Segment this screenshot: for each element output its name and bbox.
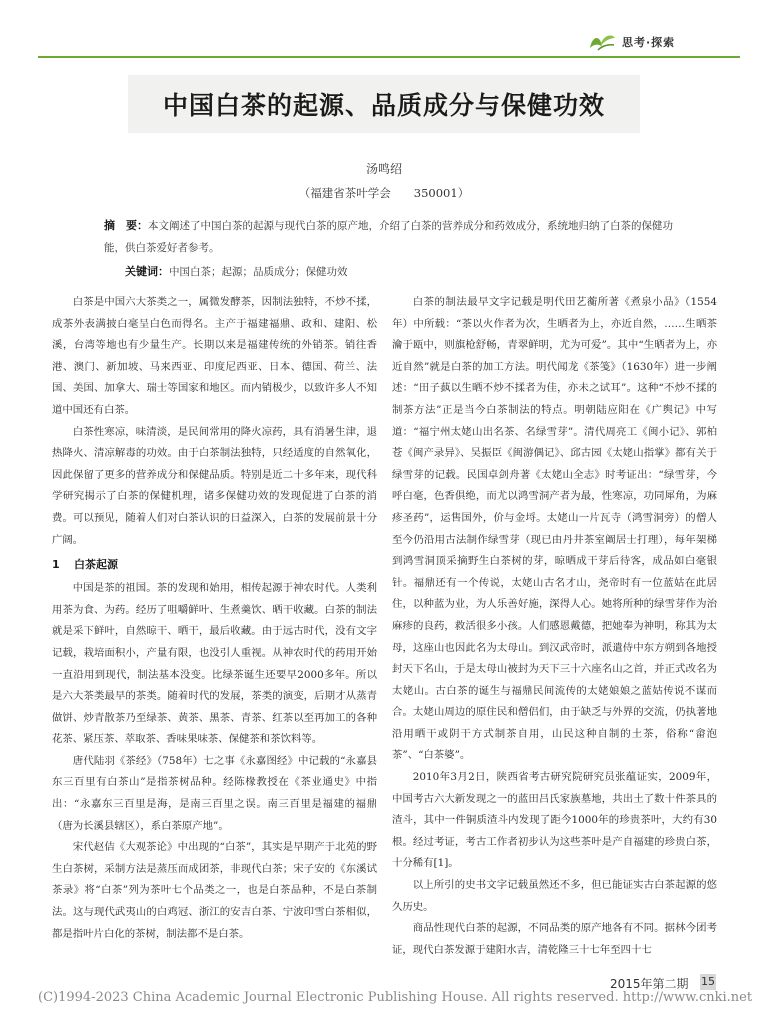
intro-paragraph: 白茶性寒凉，味清淡，是民间常用的降火凉药，具有消暑生津，退热降火、清凉解毒的功效。由于白茶制法独特，只经适度的自然氧化，因此保留了更多的营养成分和保健品质。特别是近二十多年来，现代科学研究揭示了白茶的保健机理，诸多保健功效的发现促进了白茶的消费。可以预见，随着人们对白茶认识的日益深入，白茶的发展前景十分广阔。	[52, 425, 377, 546]
body-paragraph: 以上所引的史书文字记载虽然还不多，但已能证实古白茶起源的悠久历史。	[392, 879, 717, 913]
body-paragraph: 唐代陆羽《茶经》（758年）七之事《永嘉图经》中记载的“永嘉县东三百里有白茶山”是指茶树品种。经陈椽教授在《茶业通史》中指出：“永嘉东三百里是海，是南三百里之误。南三百里是福建的福鼎（唐为长溪县辖区），系白茶原产地”。	[52, 754, 377, 832]
section-label: 思考·探索	[622, 36, 676, 49]
intro-paragraph: 白茶是中国六大茶类之一，属微发酵茶，因制法独特，不炒不揉，成茶外表满披白毫呈白色而得名。主产于福建福鼎、政和、建阳、松溪，台湾等地也有少量生产。长期以来是福建传统的外销茶。销往香港、澳门、新加坡、马来西亚、印度尼西亚、日本、德国、荷兰、法国、美国、加拿大、瑞士等国家和地区。而内销极少，以致许多人不知道中国还有白茶。	[52, 296, 377, 416]
abstract-text: 本文阐述了中国白茶的起源与现代白茶的原产地，介绍了白茶的营养成分和药效成分，系统地归纳了白茶的保健功能，供白茶爱好者参考。	[104, 220, 673, 254]
left-column	[52, 292, 377, 960]
header-rule	[38, 56, 740, 58]
leaf-logo-icon	[588, 30, 616, 52]
journal-header	[0, 0, 768, 62]
article-title: 中国白茶的起源、品质成分与保健功效	[162, 91, 605, 120]
body-paragraph: 2010年3月2日，陕西省考古研究院研究员张蕴证实，2009年，中国考古六大新发现之一的蓝田吕氏家族墓地，共出土了数十件茶具的渣斗，其中一件铜质渣斗内发现了距今1000年的珍贵茶叶，大约有30根。经过考证，考古工作者初步认为这些茶叶是产自福建的珍贵白茶，十分稀有[1]。	[392, 771, 717, 870]
section-title: 白茶起源	[74, 558, 118, 572]
issue-label: 2015年第二期	[610, 977, 689, 991]
keywords	[125, 263, 685, 279]
keywords-label: 关键词：	[125, 265, 169, 278]
abstract	[104, 215, 684, 259]
copyright-watermark: (C)1994-2023 China Academic Journal Electronic Publishing House. All rights reserved. http://www.cnki.net	[38, 990, 753, 1005]
body-paragraph: 商品性现代白茶的起源，不同品类的原产地各有不同。据林今团考证，现代白茶发源于建阳水吉，清乾隆三十七年至四十七	[392, 922, 717, 956]
author-affiliation: （福建省茶叶学会 350001）	[298, 186, 470, 200]
body-paragraph: 中国是茶的祖国。茶的发现和始用，相传起源于神农时代。人类利用茶为食、为药。经历了咀嚼鲜叶、生煮羹饮、晒干收藏。白茶的制法就是采下鲜叶，自然晾干、晒干，最后收藏。由于远古时代，没有文字记载，栽培面积小，产量有限，也没引人重视。从神农时代的药用开始一直沿用到现代，制法基本没变。比绿茶诞生还要早2000多年。所以是六大茶类最早的茶类。随着时代的发展，茶类的演变，后期才从蒸青做饼、炒青散茶乃至绿茶、黄茶、黑茶、青茶、红茶以至再加工的各种花茶、紧压茶、萃取茶、香味果味茶、保健茶和茶饮料等。	[52, 582, 377, 746]
keywords-text: 中国白茶；起源；品质成分；保健功效	[169, 266, 348, 278]
body-paragraph: 白茶的制法最早文字记载是明代田艺蘅所著《煮泉小品》（1554年）中所载：“茶以火作者为次，生晒者为上，亦近自然，……生晒茶瀹于瓯中，则旗枪舒畅，青翠鲜明，尤为可爱”。其中“生晒者为上，亦近自然”就是白茶的加工方法。明代闻龙《茶笺》（1630年）进一步阐述：“田子蓺以生晒不炒不揉者为佳，亦未之试耳”。这种“不炒不揉的制茶方法”正是当今白茶制法的特点。明朝陆应阳在《广舆记》中写道：“福宁州太姥山出名茶、名绿雪芽”。清代周亮工《闽小记》、郭柏苍《闽产录异》、吴振臣《闽游偶记》、邱古园《太姥山指掌》都有关于绿雪芽的记载。民国卓剑舟著《太姥山全志》时考证出：“绿雪芽，今呼白毫，色香俱绝，而尤以鸿雪洞产者为最，性寒凉，功同犀角，为麻疹圣药”，运售国外，价与金埒。太姥山一片瓦寺（鸿雪洞旁）的僧人至今仍沿用古法制作绿雪芽（现已由丹井茶室阚居士打理），每年架梯到鸿雪洞顶采摘野生白茶树的芽，晾晒成干芽后待客，成品如白毫银针。福鼎还有一个传说，太姥山古名才山，尧帝时有一位蓝姑在此居住，以种蓝为业，为人乐善好施，深得人心。她将所种的绿雪芽作为治麻疹的良药，救活很多小孩。人们感恩戴德，把她奉为神明，称其为太母，这座山也因此名为太母山。到汉武帝时，派遣侍中东方朔到各地授封天下名山，于是太母山被封为天下三十六座名山之首，并正式改名为太姥山。古白茶的诞生与福鼎民间流传的太姥娘娘之蓝姑传说不谋而合。太姥山周边的原住民和僧侣们，由于缺乏与外界的交流，仍执著地沿用晒干或阴干方式制茶自用，山民这种自制的土茶，俗称“畲泡茶”、“白茶婆”。	[392, 296, 717, 762]
author-name: 汤鸣绍	[365, 162, 402, 176]
section-number: 1	[52, 558, 60, 572]
abstract-label: 摘 要：	[104, 219, 148, 232]
section-heading	[52, 555, 377, 575]
page-number: 15	[701, 975, 715, 988]
body-paragraph: 宋代赵佶《大观茶论》中出现的“白茶”，其实是早期产于北苑的野生白茶树，采制方法是蒸压而成团茶，非现代白茶；宋子安的《东溪试茶录》将“白茶”列为茶叶七个品类之一，也是白茶品种，不是白茶制法。这与现代武夷山的白鸡冠、浙江的安吉白茶、宁波印雪白茶相似，都是指叶片白化的茶树，制法都不是白茶。	[52, 841, 377, 940]
right-column	[392, 292, 717, 960]
